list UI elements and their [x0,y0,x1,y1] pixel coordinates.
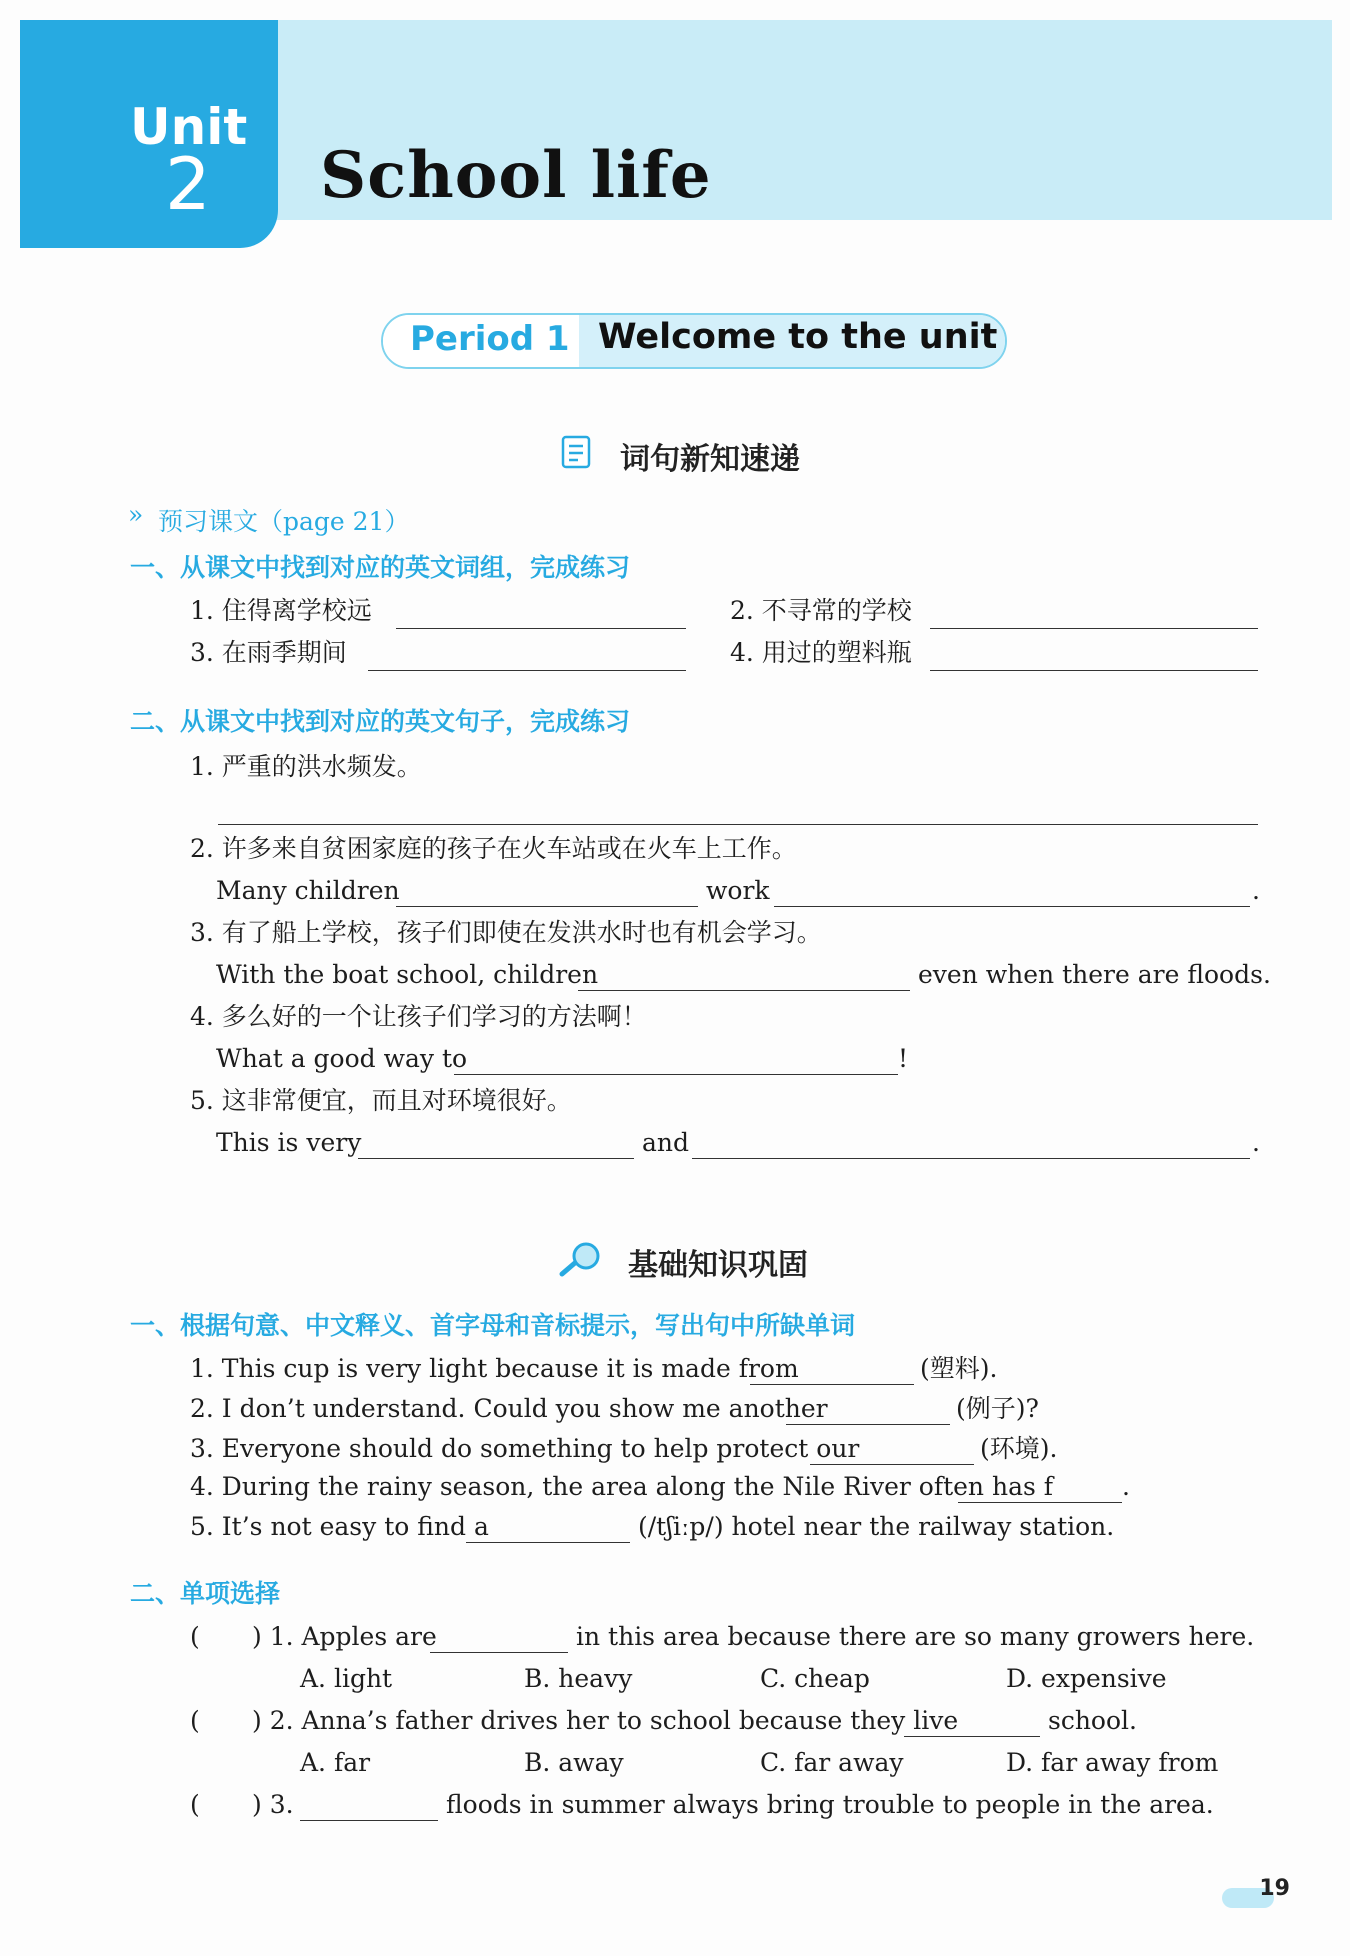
sentence-en-3a: With the boat school, children [216,960,599,989]
question-1: 1. This cup is very light because it is made from [190,1354,799,1383]
answer-line[interactable] [774,906,1250,907]
question-2: 2. I don’t understand. Could you show me another [190,1394,828,1423]
magnifier-icon [556,1240,608,1280]
mc1-option-c[interactable]: C. cheap [760,1664,870,1693]
mc-question-3: ) 3. [252,1790,294,1819]
question-2-hint: (例子)? [956,1394,1039,1423]
mc2-option-c[interactable]: C. far away [760,1748,904,1777]
answer-line[interactable] [368,670,686,671]
answer-line[interactable] [750,1384,914,1385]
mc2-option-d[interactable]: D. far away from [1006,1748,1219,1777]
question-1-hint: (塑料). [920,1354,998,1383]
period-title: Welcome to the unit [598,317,998,357]
answer-line[interactable] [578,990,910,991]
sentence-en-2b: work [706,876,770,905]
part1-title: 一、从课文中找到对应的英文词组，完成练习 [130,553,631,582]
answer-line[interactable] [300,1820,438,1821]
period-label: Period 1 [410,319,570,359]
answer-paren[interactable]: ( [190,1706,200,1735]
mc-question-2-tail: school. [1048,1706,1137,1735]
sentence-cn-3: 3. 有了船上学校，孩子们即使在发洪水时也有机会学习。 [190,918,822,947]
phrase-item-2: 2. 不寻常的学校 [730,596,912,625]
sentence-en-2a: Many children [216,876,400,905]
mc1-option-a[interactable]: A. light [300,1664,393,1693]
sentence-en-4a: What a good way to [216,1044,468,1073]
mc2-option-a[interactable]: A. far [300,1748,371,1777]
sentence-cn-1: 1. 严重的洪水频发。 [190,752,422,781]
answer-line[interactable] [958,1502,1122,1503]
unit-title: School life [320,138,712,213]
mc2-option-b[interactable]: B. away [524,1748,624,1777]
sentence-en-2-end: . [1252,876,1260,905]
sentence-en-5a: This is very [216,1128,362,1157]
question-4-end: . [1122,1472,1130,1501]
answer-line[interactable] [218,824,1258,825]
mc-question-1-tail: in this area because there are so many growers here. [576,1622,1255,1651]
section-title-basics: 基础知识巩固 [628,1248,808,1283]
preview-label: 预习课文（page 21） [158,507,410,536]
sentence-en-5b: and [642,1128,690,1157]
sentence-en-3b: even when there are floods. [918,960,1271,989]
sentence-en-4-end: ! [898,1044,909,1073]
mc-question-2: ) 2. Anna’s father drives her to school because they live [252,1706,959,1735]
answer-line[interactable] [396,628,686,629]
unit-number: 2 [165,142,211,226]
mc-question-3-tail: floods in summer always bring trouble to people in the area. [446,1790,1214,1819]
answer-line[interactable] [430,1652,568,1653]
part2-title-choice: 二、单项选择 [130,1579,281,1608]
phrase-item-1: 1. 住得离学校远 [190,596,372,625]
answer-line[interactable] [904,1736,1040,1737]
part1-title-fill: 一、根据句意、中文释义、首字母和音标提示，写出句中所缺单词 [130,1311,856,1340]
sentence-cn-2: 2. 许多来自贫困家庭的孩子在火车站或在火车上工作。 [190,834,797,863]
answer-line[interactable] [396,906,698,907]
question-4: 4. During the rainy season, the area along the Nile River often has f [190,1472,1054,1501]
answer-line[interactable] [930,670,1258,671]
answer-line[interactable] [810,1464,974,1465]
answer-line[interactable] [466,1542,630,1543]
section-title-vocab: 词句新知速递 [620,442,800,477]
phrase-item-4: 4. 用过的塑料瓶 [730,638,912,667]
sentence-en-5-end: . [1252,1128,1260,1157]
question-3-hint: (环境). [980,1434,1058,1463]
preview-arrow: » [128,500,144,529]
answer-line[interactable] [358,1158,634,1159]
answer-line[interactable] [786,1424,950,1425]
answer-paren[interactable]: ( [190,1790,200,1819]
answer-line[interactable] [454,1074,898,1075]
mc1-option-b[interactable]: B. heavy [524,1664,633,1693]
mc1-option-d[interactable]: D. expensive [1006,1664,1167,1693]
answer-line[interactable] [692,1158,1250,1159]
answer-paren[interactable]: ( [190,1622,200,1651]
sentence-cn-4: 4. 多么好的一个让孩子们学习的方法啊！ [190,1002,647,1031]
phrase-item-3: 3. 在雨季期间 [190,638,347,667]
sentence-cn-5: 5. 这非常便宜，而且对环境很好。 [190,1086,572,1115]
answer-line[interactable] [930,628,1258,629]
unit-label: Unit [130,98,248,156]
question-5: 5. It’s not easy to find a [190,1512,489,1541]
mc-question-1: ) 1. Apples are [252,1622,437,1651]
page-number: 19 [1259,1876,1290,1901]
notebook-icon [560,435,596,471]
question-3: 3. Everyone should do something to help protect our [190,1434,860,1463]
question-5-hint: (/tʃiːp/) hotel near the railway station. [638,1512,1115,1541]
part2-title: 二、从课文中找到对应的英文句子，完成练习 [130,707,631,736]
